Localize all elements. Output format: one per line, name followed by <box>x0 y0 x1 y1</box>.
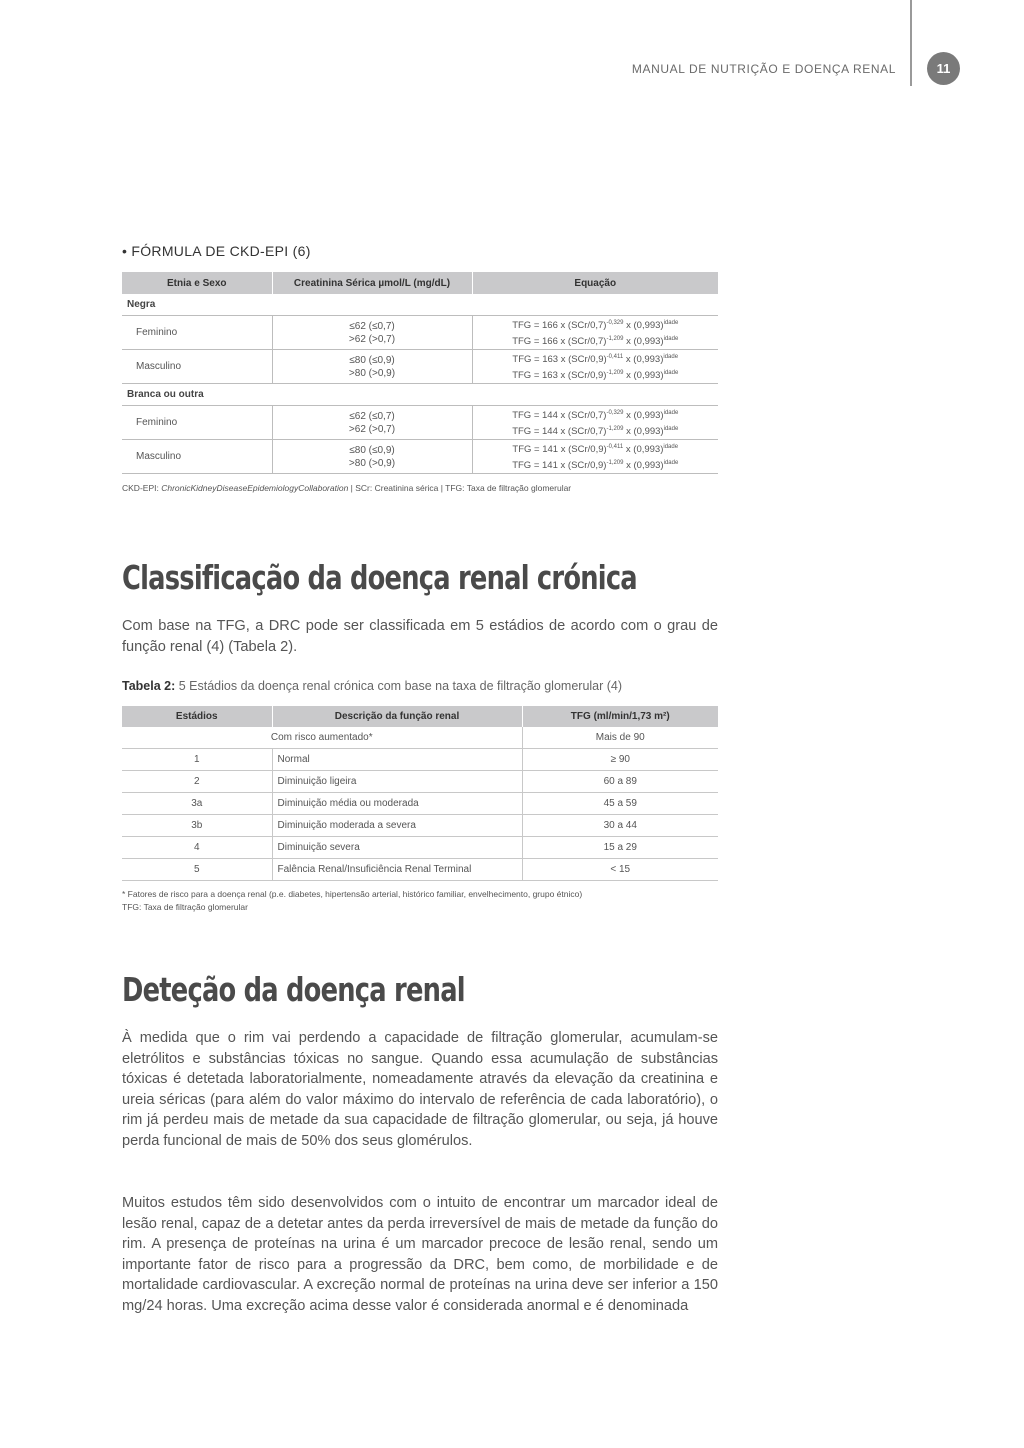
tfg-footnote: TFG: Taxa de filtração glomerular <box>122 901 248 912</box>
running-header: MANUAL DE NUTRIÇÃO E DOENÇA RENAL <box>631 62 896 76</box>
risk-description: Com risco aumentado* <box>122 727 522 749</box>
description-cell: Diminuição moderada a severa <box>272 815 522 837</box>
ckd-epi-header-row <box>122 272 718 294</box>
page-number-badge: 11 <box>927 52 960 85</box>
tfg-cell: < 15 <box>522 859 718 881</box>
table-row <box>122 859 718 881</box>
table-row <box>122 771 718 793</box>
ckd-epi-table-note: CKD-EPI: ChronicKidneyDiseaseEpidemiologyCollaboration | SCr: Creatinina sérica | TFG: Taxa de filtração glomerular <box>122 483 572 493</box>
creatinine-range: >80 (>0,9) <box>348 367 396 379</box>
column-header-equation: Equação <box>472 272 718 294</box>
creatinine-range: ≤80 (≤0,9) <box>349 444 395 456</box>
tfg-cell: 30 a 44 <box>522 815 718 837</box>
table-row <box>122 749 718 771</box>
sex-label: Feminino <box>122 316 272 350</box>
tfg-cell: ≥ 90 <box>522 749 718 771</box>
column-header-serum-creatinine: Creatinina Sérica µmol/L (mg/dL) <box>272 272 472 294</box>
equation: TFG = 166 x $(SCr/0,7)^{-1,209}$ x $(0,993)^{idade}$ <box>512 335 679 347</box>
stage-cell: 3a <box>122 793 272 815</box>
ckd-epi-table <box>122 272 718 474</box>
creatinine-range: ≤80 (≤0,9) <box>349 354 395 366</box>
stages-header-row <box>122 706 718 727</box>
description-cell: Diminuição ligeira <box>272 771 522 793</box>
risk-factors-footnote: * Fatores de risco para a doença renal (p.e. diabetes, hipertensão arterial, histórico familiar, envelhecimento, grupo étnico) <box>122 889 583 899</box>
group-row <box>122 294 718 316</box>
group-row <box>122 384 718 406</box>
sex-label: Masculino <box>122 440 272 474</box>
table-row <box>122 406 718 440</box>
creatinine-range: ≤62 (≤0,7) <box>349 410 395 422</box>
column-header-ethnicity-sex: Etnia e Sexo <box>122 272 272 294</box>
classification-paragraph: Com base na TFG, a DRC pode ser classificada em 5 estádios de acordo com o grau de função renal (4) (Tabela 2). <box>122 618 718 655</box>
group-label: Branca ou outra <box>122 384 718 406</box>
table-row <box>122 316 718 350</box>
equation: TFG = 144 x $(SCr/0,7)^{-0,329}$ x $(0,993)^{idade}$ <box>512 410 679 422</box>
equation: TFG = 141 x $(SCr/0,9)^{-1,209}$ x $(0,993)^{idade}$ <box>512 459 679 471</box>
tfg-cell: 60 a 89 <box>522 771 718 793</box>
ckd-stages-table <box>122 706 718 881</box>
formula-title: • FÓRMULA DE CKD-EPI (6) <box>122 243 311 259</box>
equation-cell <box>472 316 718 350</box>
table-row <box>122 815 718 837</box>
creatinine-range-cell <box>272 350 472 384</box>
section-heading-classification: Classificação da doença renal crónica <box>122 558 637 597</box>
risk-tfg: Mais de 90 <box>522 727 718 749</box>
stage-cell: 2 <box>122 771 272 793</box>
creatinine-range-cell <box>272 440 472 474</box>
creatinine-range: >80 (>0,9) <box>348 457 396 469</box>
creatinine-range: >62 (>0,7) <box>348 333 396 345</box>
equation: TFG = 163 x $(SCr/0,9)^{-1,209}$ x $(0,993)^{idade}$ <box>512 369 679 381</box>
detection-paragraph-2: Muitos estudos têm sido desenvolvidos com o intuito de encontrar um marcador ideal de lesão renal, capaz de a detetar antes da perda irreversível de mais de metade da função do rim. A presença de proteínas na urina é um marcador precoce de lesão renal, sendo um importante fator de risco para a progressão da DRC, bem como, de morbilidade e de mortalidade cardiovascular. A excreção normal de proteínas na urina deve ser inferior a 150 mg/24 horas. Uma excreção acima desse valor é considerada anormal e é denominada <box>122 1195 718 1314</box>
column-header-description: Descrição da função renal <box>272 706 522 727</box>
column-header-stage: Estádios <box>122 706 272 727</box>
table-row <box>122 727 718 749</box>
stage-cell: 1 <box>122 749 272 771</box>
stage-cell: 3b <box>122 815 272 837</box>
equation-cell <box>472 350 718 384</box>
stages-table-footnotes <box>122 888 718 913</box>
group-label: Negra <box>122 294 718 316</box>
creatinine-range-cell <box>272 406 472 440</box>
creatinine-range: ≤62 (≤0,7) <box>349 320 395 332</box>
equation: TFG = 144 x $(SCr/0,7)^{-1,209}$ x $(0,993)^{idade}$ <box>512 425 679 437</box>
equation-cell <box>472 440 718 474</box>
description-cell: Diminuição severa <box>272 837 522 859</box>
detection-paragraph-1: À medida que o rim vai perdendo a capacidade de filtração glomerular, acumulam-se eletrólitos e substâncias tóxicas no sangue. Quando essa acumulação de substâncias tóxicas é detetada laboratorialmente, nomeadamente através da elevação da creatinina e ureia séricas (para além do valor máximo do intervalo de referência de cada laboratório), o rim já perdeu mais de metade da sua capacidade de filtração glomerular, ou seja, já houve perda funcional de mais de 50% dos seus glomérulos. <box>122 1030 718 1149</box>
sex-label: Masculino <box>122 350 272 384</box>
table-row <box>122 837 718 859</box>
table-row <box>122 793 718 815</box>
table-caption: Tabela 2: 5 Estádios da doença renal crónica com base na taxa de filtração glomerular (4) <box>122 679 623 693</box>
description-cell: Normal <box>272 749 522 771</box>
description-cell: Falência Renal/Insuficiência Renal Terminal <box>272 859 522 881</box>
tfg-cell: 45 a 59 <box>522 793 718 815</box>
sex-label: Feminino <box>122 406 272 440</box>
section-heading-detection: Deteção da doença renal <box>122 970 465 1009</box>
table-row <box>122 350 718 384</box>
creatinine-range: >62 (>0,7) <box>348 423 396 435</box>
description-cell: Diminuição média ou moderada <box>272 793 522 815</box>
tfg-cell: 15 a 29 <box>522 837 718 859</box>
stage-cell: 5 <box>122 859 272 881</box>
equation: TFG = 163 x $(SCr/0,9)^{-0,411}$ x $(0,993)^{idade}$ <box>512 354 679 366</box>
equation-cell <box>472 406 718 440</box>
column-header-tfg: TFG (ml/min/1,73 m²) <box>522 706 718 727</box>
stage-cell: 4 <box>122 837 272 859</box>
header-divider <box>910 0 912 86</box>
equation: TFG = 141 x $(SCr/0,9)^{-0,411}$ x $(0,993)^{idade}$ <box>512 444 679 456</box>
creatinine-range-cell <box>272 316 472 350</box>
equation: TFG = 166 x $(SCr/0,7)^{-0,329}$ x $(0,993)^{idade}$ <box>512 320 679 332</box>
table-row <box>122 440 718 474</box>
